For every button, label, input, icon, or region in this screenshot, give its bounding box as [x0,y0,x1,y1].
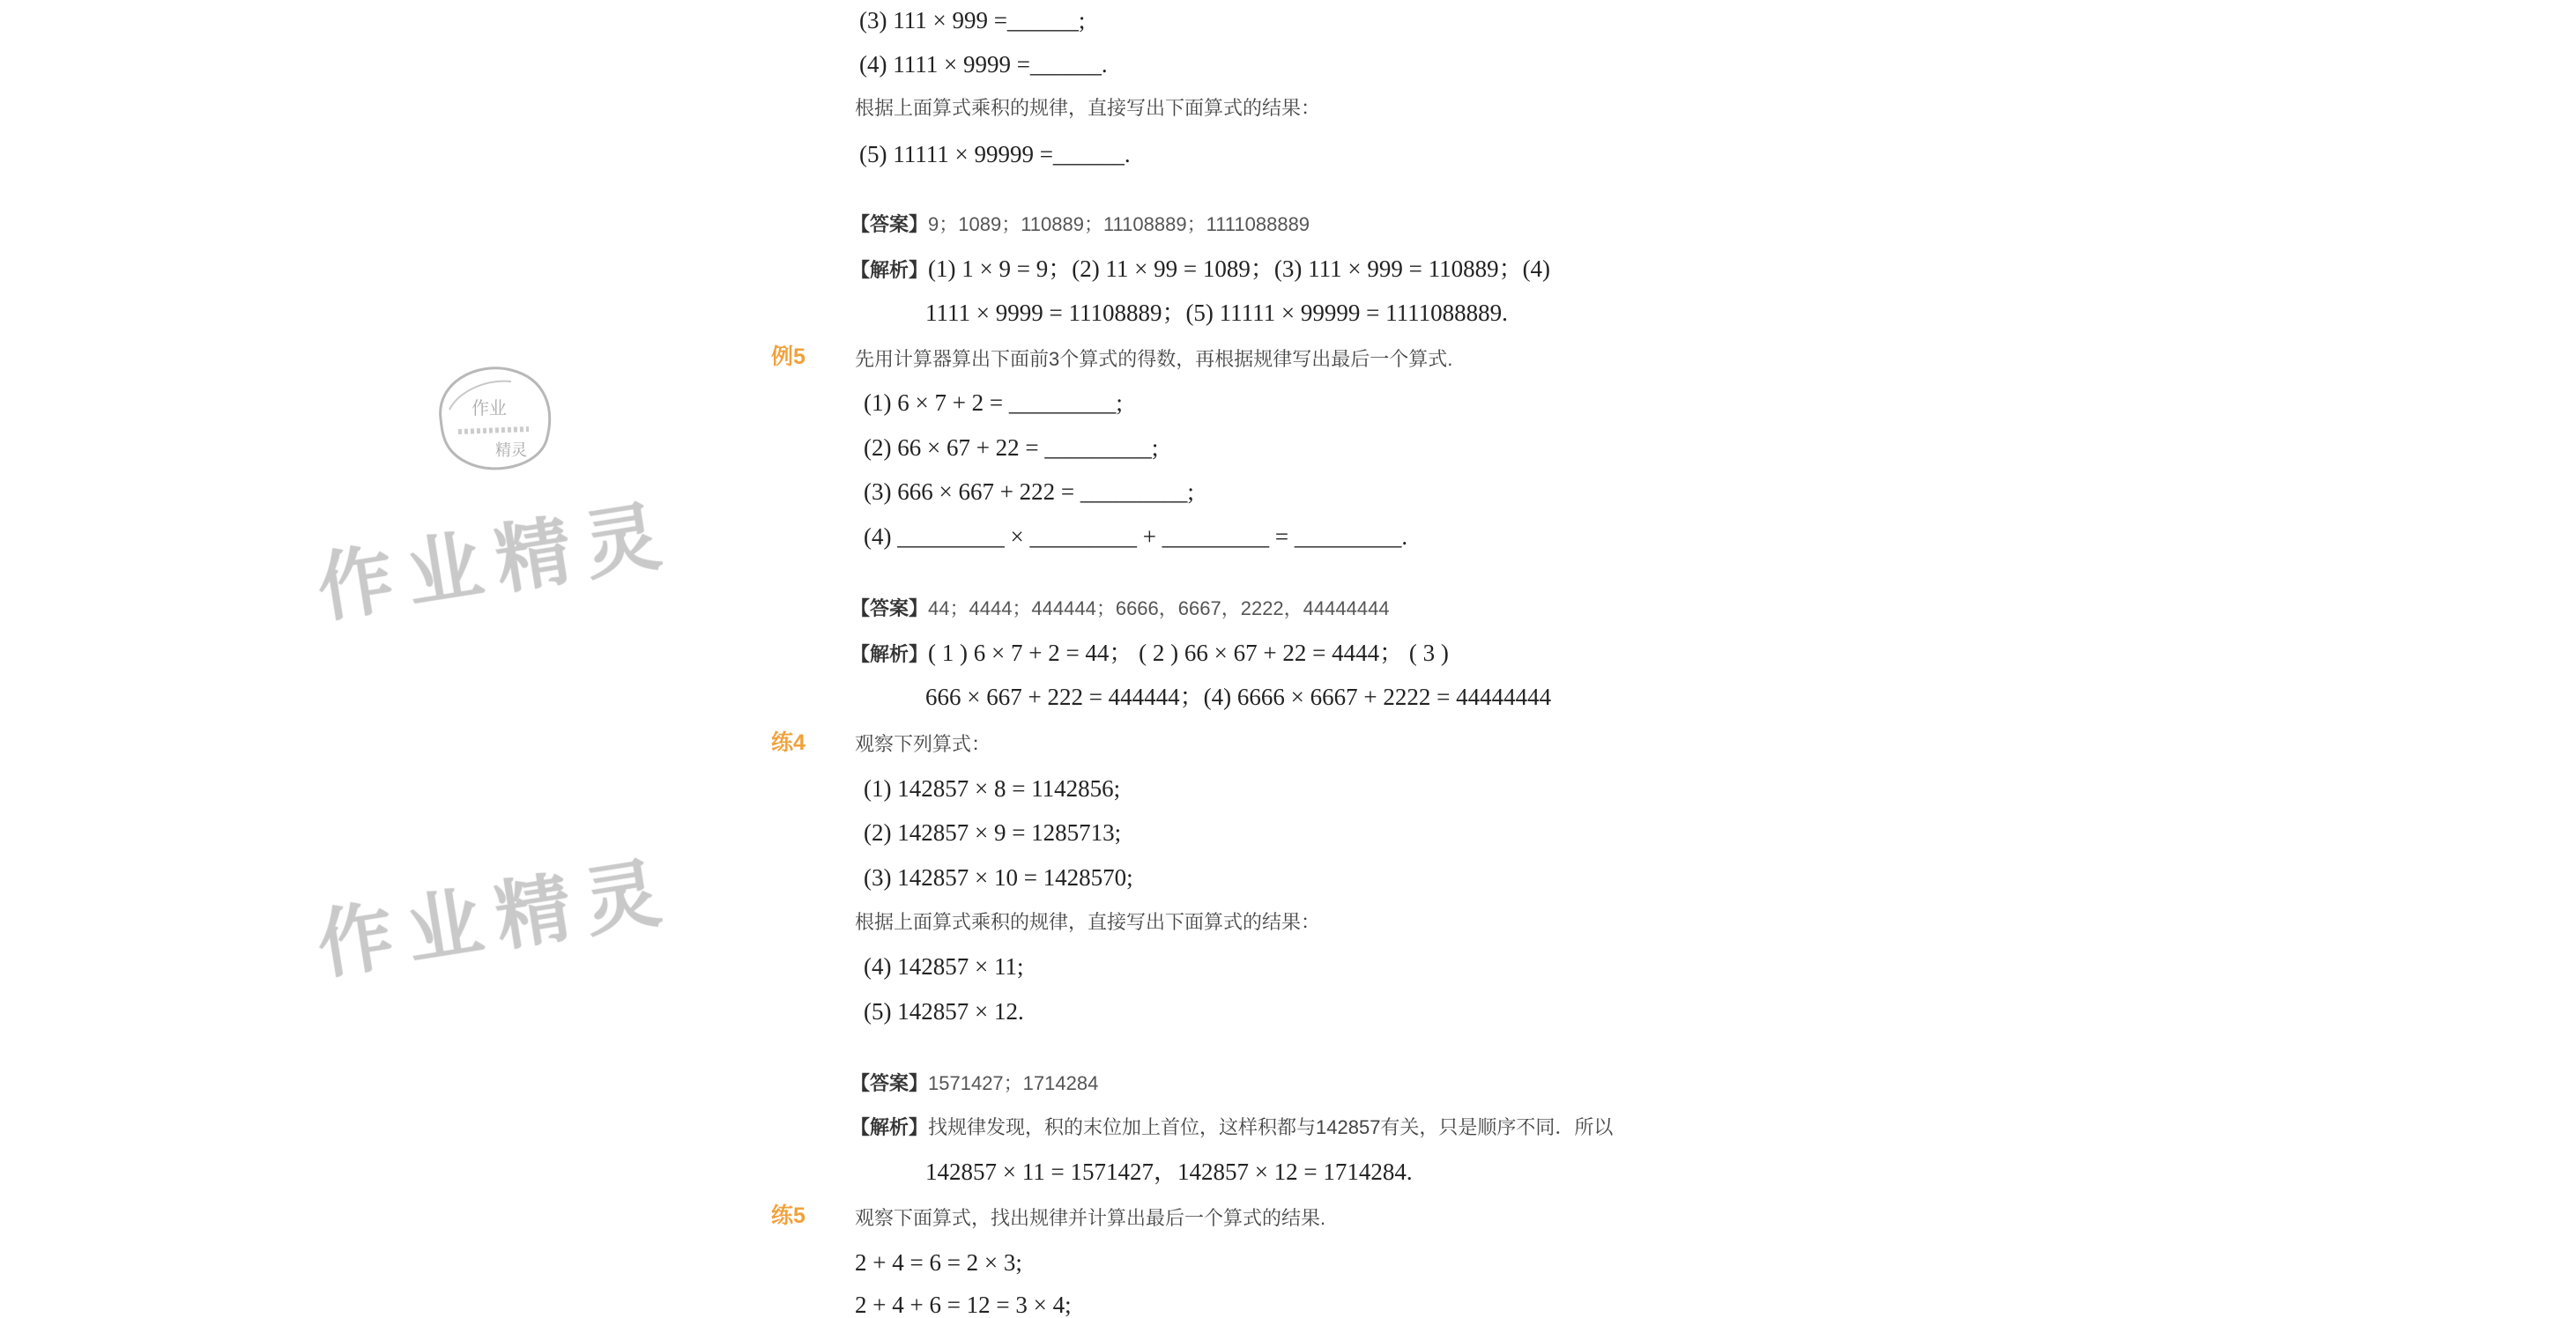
solution-text: 找规律发现，积的末位加上首位，这样积都与142857有关，只是顺序不同．所以 [928,1116,1614,1138]
example-label: 例5 [771,344,805,369]
watermark-seal-icon [423,357,564,480]
watermark-text: 作业精灵 [311,490,681,634]
question-line: (3) 111 × 999 =______; [859,7,1086,33]
question-line: (2) 66 × 67 + 22 = _________; [864,434,1159,461]
question-line: (3) 666 × 667 + 222 = _________; [864,478,1194,505]
question-line: (1) 142857 × 8 = 1142856; [864,775,1121,802]
answer-text: 9；1089；110889；11108889；1111088889 [928,213,1310,235]
solution-text: (1) 1 × 9 = 9；(2) 11 × 99 = 1089；(3) 111 × 999 = 110889；(4) [928,255,1551,282]
solution-tag: 【解析】 [850,643,929,665]
question-line: (2) 142857 × 9 = 1285713; [864,819,1122,846]
solution-text: 666 × 667 + 222 = 444444；(4) 6666 × 6667 + 2222 = 44444444 [925,684,1552,710]
question-line: (3) 142857 × 10 = 1428570; [864,864,1133,891]
solution-tag: 【解析】 [850,1116,929,1138]
seal-text-bottom: 精灵 [495,441,527,460]
practice-label: 练5 [771,1203,805,1228]
answer-tag: 【答案】 [850,213,929,235]
question-line: (5) 142857 × 12. [864,998,1024,1025]
solution-tag: 【解析】 [850,259,929,281]
question-line: 2 + 4 + 6 = 12 = 3 × 4; [855,1292,1072,1318]
question-line: (4) 142857 × 11; [864,953,1024,980]
solution-line [850,1114,1613,1141]
answer-line [850,211,1310,238]
question-line: (5) 11111 × 99999 =______. [859,141,1131,167]
solution-text: 142857 × 11 = 1571427，142857 × 12 = 1714284. [925,1159,1413,1185]
watermark-text: 作业精灵 [311,847,681,991]
answer-tag: 【答案】 [850,1072,929,1094]
answer-line [850,1070,1098,1097]
question-line: 2 + 4 = 6 = 2 × 3; [855,1249,1022,1276]
question-line: (1) 6 × 7 + 2 = _________; [864,389,1123,416]
seal-text-top: 作业 [471,397,507,418]
answer-text: 44；4444；444444；6666，6667，2222，44444444 [928,597,1390,619]
answer-line [850,596,1390,622]
practice-label: 练4 [771,730,805,755]
instruction-text: 根据上面算式乘积的规律，直接写出下面算式的结果： [855,911,1321,933]
answer-tag: 【答案】 [850,597,929,619]
question-line: (4) 1111 × 9999 =______. [859,51,1108,78]
instruction-text: 根据上面算式乘积的规律，直接写出下面算式的结果： [855,97,1321,119]
practice-text: 观察下列算式： [855,733,991,755]
answer-text: 1571427；1714284 [928,1072,1099,1094]
solution-line [850,255,1550,284]
solution-text: 1111 × 9999 = 11108889；(5) 11111 × 99999 = 1111088889. [925,300,1508,326]
solution-line [850,640,1449,668]
example-text: 先用计算器算出下面前3个算式的得数，再根据规律写出最后一个算式. [855,348,1453,370]
solution-text: ( 1 ) 6 × 7 + 2 = 44； ( 2 ) 66 × 67 + 22 = 4444； ( 3 ) [928,640,1449,666]
practice-text: 观察下面算式，找出规律并计算出最后一个算式的结果. [855,1207,1326,1229]
question-line: (4) _________ × _________ + _________ = _________. [864,523,1408,550]
